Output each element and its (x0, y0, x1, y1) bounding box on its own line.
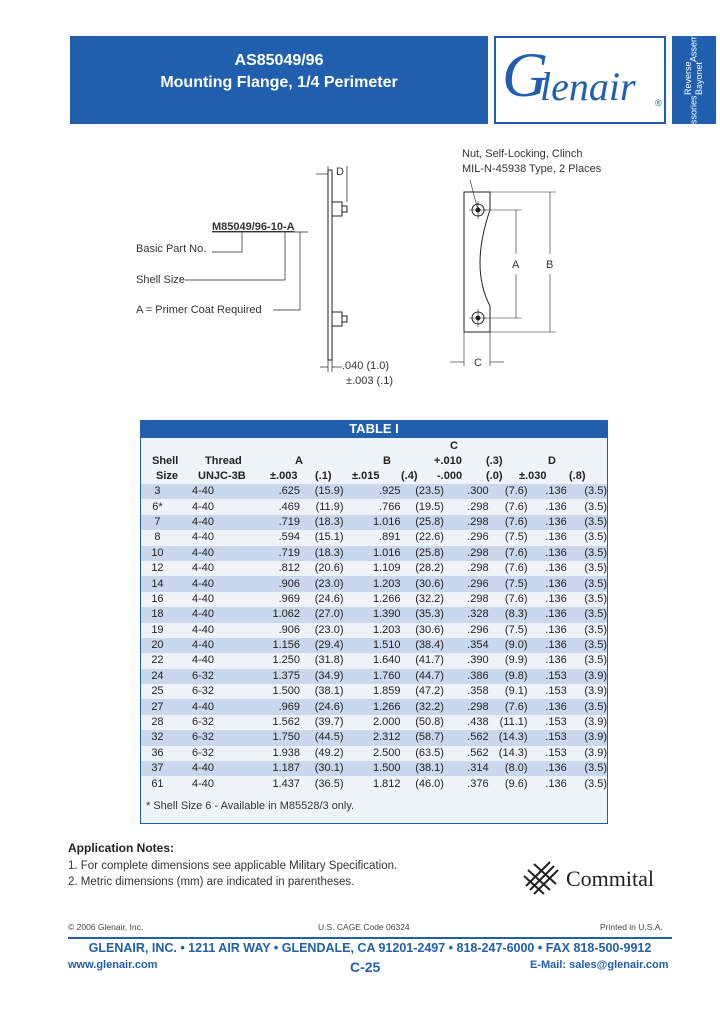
table-cell: .358 (467, 685, 489, 698)
table-cell: .594 (278, 531, 301, 544)
table-cell: .296 (467, 623, 489, 636)
table-cell: 1.109 (372, 562, 401, 575)
table-cell: 4-40 (192, 562, 215, 575)
table-cell: 16 (151, 592, 164, 605)
table-row (141, 546, 607, 561)
dim-b-label: B (546, 259, 554, 271)
table-cell: (7.6) (504, 500, 528, 513)
col-d: D (548, 455, 556, 467)
table-cell: (3.5) (584, 777, 607, 790)
table-cell: (3.5) (567, 699, 607, 714)
page-title (70, 50, 488, 94)
table-cell: .153 (545, 685, 567, 698)
table-row (141, 761, 607, 776)
email-link[interactable]: E-Mail: sales@glenair.com (530, 959, 669, 971)
table-cell: 1.266 (344, 699, 401, 714)
table-cell: 2.500 (372, 746, 401, 759)
table-cell: 1.437 (272, 777, 301, 790)
footer-rule (68, 937, 672, 939)
table-cell: 4-40 (174, 699, 232, 714)
table-cell: (46.0) (415, 777, 444, 790)
table-cell: 1.938 (272, 746, 301, 759)
note-2: 2. Metric dimensions (mm) are indicated in parentheses. (68, 876, 355, 888)
table-cell: .136 (528, 546, 567, 561)
table-cell: .296 (444, 576, 489, 591)
table-cell: 4-40 (174, 607, 232, 622)
company-address: GLENAIR, INC. • 1211 AIR WAY • GLENDALE, CA 91201-2497 • 818-247-6000 • FAX 818-500-9912 (88, 941, 652, 955)
table-cell: .153 (545, 716, 567, 729)
table-row (141, 561, 607, 576)
table-cell: .328 (444, 607, 489, 622)
table-cell: 8 (154, 531, 161, 544)
table-cell: (7.6) (489, 515, 528, 530)
table-cell: .719 (232, 546, 300, 561)
col-a-mm: (.1) (315, 470, 332, 482)
table-cell: .136 (528, 638, 567, 653)
table-cell: .136 (545, 777, 567, 790)
table-cell: 6-32 (174, 730, 232, 745)
table-cell: .296 (467, 531, 489, 544)
table-cell: 36 (151, 746, 164, 759)
table-cell: (7.6) (489, 699, 528, 714)
table-cell: 1.375 (232, 669, 300, 684)
table-cell: 4-40 (174, 761, 232, 776)
table-title: TABLE I (140, 420, 608, 438)
table-cell: 24 (141, 669, 174, 684)
nut-label-2: MIL-N-45938 Type, 2 Places (462, 163, 602, 175)
table-row (141, 684, 607, 699)
table-cell: .136 (528, 761, 567, 776)
table-cell: .298 (444, 546, 489, 561)
table-cell: 4-40 (174, 484, 232, 499)
thickness-label-1: .040 (1.0) (342, 360, 390, 372)
table-cell: (41.7) (415, 654, 444, 667)
table-cell: (7.6) (504, 562, 528, 575)
table-cell: 18 (141, 607, 174, 622)
table-row (141, 776, 607, 791)
table-cell: 6-32 (192, 685, 215, 698)
table-cell: 1.062 (232, 607, 300, 622)
col-d-mm: (.8) (569, 470, 586, 482)
table-row (141, 623, 607, 638)
table-cell: .136 (528, 484, 567, 499)
table-cell: 1.203 (372, 623, 401, 636)
table-cell: (18.3) (300, 515, 343, 530)
col-b-tol: ±.015 (352, 470, 380, 482)
table-cell: .136 (545, 531, 567, 544)
primer-label: A = Primer Coat Required (136, 304, 262, 316)
table-cell: .719 (232, 515, 300, 530)
table-cell: (23.0) (300, 576, 343, 591)
table-cell: (63.5) (415, 746, 444, 759)
table-cell: .153 (545, 746, 567, 759)
table-cell: .969 (232, 699, 300, 714)
col-b-mm: (.4) (401, 470, 418, 482)
printed-in: Printed in U.S.A. (600, 922, 663, 932)
part-number: M85049/96-10-A (212, 221, 295, 233)
table-cell: (9.8) (489, 669, 528, 684)
table-cell: .812 (278, 562, 301, 575)
table-cell: (35.3) (400, 607, 443, 622)
table-cell: 7 (141, 515, 174, 530)
table-cell: (44.7) (400, 669, 443, 684)
table-cell: (3.9) (567, 730, 607, 745)
table-cell: (32.2) (400, 699, 443, 714)
table-cell: 1.859 (372, 685, 401, 698)
commital-logo-text: Commital (566, 866, 654, 891)
table-cell: .906 (232, 576, 300, 591)
dim-c-label: C (474, 357, 482, 369)
registered-mark: ® (655, 98, 662, 108)
table-cell: (36.5) (314, 777, 344, 790)
table-cell: (9.6) (504, 777, 528, 790)
table-cell: .300 (444, 484, 489, 499)
table-cell: 37 (141, 761, 174, 776)
table-cell: (9.1) (504, 685, 528, 698)
table-cell: 10 (141, 546, 174, 561)
table-cell: 61 (151, 777, 164, 790)
table-cell: (7.5) (489, 576, 528, 591)
table-cell: (34.9) (300, 669, 343, 684)
table-cell: (3.9) (584, 685, 607, 698)
table-cell: (11.1) (499, 716, 528, 729)
table-cell: (30.6) (400, 576, 443, 591)
table-cell: 1.266 (372, 592, 401, 605)
table-cell: (3.5) (584, 531, 607, 544)
table-cell: (7.5) (504, 531, 528, 544)
table-row (141, 607, 607, 622)
table-cell: 6-32 (174, 669, 232, 684)
table-cell: .438 (467, 716, 489, 729)
table-cell: (3.5) (567, 546, 607, 561)
shell-size-label: Shell Size (136, 274, 185, 286)
basic-part-label: Basic Part No. (136, 243, 207, 255)
title-line-2: Mounting Flange, 1/4 Perimeter (160, 74, 398, 91)
table-cell: (3.9) (584, 746, 607, 759)
table-row (141, 638, 607, 653)
col-c-mm-1: (.3) (486, 455, 503, 467)
col-thread-2: UNJC-3B (198, 470, 246, 482)
col-c-tol-2: -.000 (437, 470, 463, 482)
table-cell: (49.2) (314, 746, 344, 759)
nut-label-1: Nut, Self-Locking, Clinch (462, 148, 583, 160)
table-cell: .766 (379, 500, 401, 513)
table-cell: (44.5) (300, 730, 343, 745)
col-a: A (295, 455, 303, 467)
table-cell: (38.1) (314, 685, 344, 698)
table-cell: .386 (444, 669, 489, 684)
table-cell: 1.156 (232, 638, 300, 653)
table-cell: 20 (141, 638, 174, 653)
website-link[interactable]: www.glenair.com (68, 959, 158, 971)
dim-d-label: D (336, 166, 344, 178)
table-cell: 1.640 (372, 654, 401, 667)
table-cell: (3.5) (584, 623, 607, 636)
table-cell: (50.8) (415, 716, 444, 729)
table-cell: .298 (467, 592, 489, 605)
table-cell: 4-40 (192, 777, 215, 790)
table-cell: 14 (141, 576, 174, 591)
table-cell: (7.6) (504, 592, 528, 605)
page-number: C-25 (350, 959, 381, 975)
table-cell: (7.6) (489, 484, 528, 499)
table-cell: (3.5) (584, 562, 607, 575)
table-cell: 4-40 (174, 515, 232, 530)
table-cell: 1.500 (272, 685, 301, 698)
table-row (141, 715, 607, 730)
table-row (141, 653, 607, 668)
col-c-mm-2: (.0) (486, 470, 503, 482)
table-cell: .136 (528, 607, 567, 622)
table-cell: 1.760 (344, 669, 401, 684)
table-cell: 1.187 (232, 761, 300, 776)
table-cell: .136 (528, 576, 567, 591)
table-cell: (29.4) (300, 638, 343, 653)
table-cell: .314 (444, 761, 489, 776)
table-cell: (30.1) (300, 761, 343, 776)
table-cell: 3 (141, 484, 174, 499)
table-cell: .298 (444, 515, 489, 530)
table-row (141, 499, 607, 514)
col-a-tol: ±.003 (270, 470, 298, 482)
table-cell: (3.5) (567, 576, 607, 591)
table-cell: 4-40 (174, 638, 232, 653)
col-b: B (383, 455, 391, 467)
commital-logo-icon (520, 856, 564, 896)
table-cell: (7.5) (504, 623, 528, 636)
table-cell: .136 (545, 592, 567, 605)
table-row (141, 576, 607, 591)
table-cell: (31.8) (314, 654, 344, 667)
table-cell: .891 (379, 531, 401, 544)
table-row (141, 746, 607, 761)
table-cell: (9.0) (489, 638, 528, 653)
table-cell: .153 (528, 669, 567, 684)
col-c: C (450, 440, 458, 452)
table-cell: 1.203 (344, 576, 401, 591)
table-cell: (27.0) (300, 607, 343, 622)
table-cell: 4-40 (174, 576, 232, 591)
col-d-tol: ±.030 (519, 470, 547, 482)
title-line-1: AS85049/96 (234, 52, 324, 69)
table-cell: (11.9) (315, 500, 344, 513)
table-cell: .136 (528, 699, 567, 714)
cage-code: U.S. CAGE Code 06324 (318, 922, 410, 932)
table-cell: (18.3) (300, 546, 343, 561)
table-cell: (24.6) (300, 699, 343, 714)
table-cell: 4-40 (192, 654, 215, 667)
table-cell: (38.1) (400, 761, 443, 776)
table-cell: .298 (444, 699, 489, 714)
thickness-label-2: ±.003 (.1) (346, 375, 394, 387)
table-cell: 4-40 (192, 500, 215, 513)
table-cell: 1.510 (344, 638, 401, 653)
side-tab-text: Accessories Reverse Bayonet Assemblies (683, 15, 704, 145)
table-row (141, 484, 607, 499)
col-shell-2: Size (156, 470, 179, 482)
table-cell: .136 (545, 562, 567, 575)
table-cell: (20.6) (314, 562, 344, 575)
table-cell: 2.312 (344, 730, 401, 745)
table-cell: (25.8) (400, 515, 443, 530)
table-cell: 1.390 (344, 607, 401, 622)
notes-title: Application Notes: (68, 841, 175, 855)
table-cell: 6-32 (192, 716, 215, 729)
table-cell: .562 (444, 730, 489, 745)
copyright: © 2006 Glenair, Inc. (68, 922, 144, 932)
table-cell: 1.750 (232, 730, 300, 745)
table-cell: .469 (278, 500, 301, 513)
table-row (141, 592, 607, 607)
table-cell: 1.016 (344, 515, 401, 530)
table-cell: .136 (545, 623, 567, 636)
table-cell: (23.0) (314, 623, 344, 636)
table-cell: (47.2) (415, 685, 444, 698)
table-cell: 12 (151, 562, 164, 575)
table-cell: .153 (528, 730, 567, 745)
table-cell: .136 (545, 500, 567, 513)
table-cell: (3.5) (567, 515, 607, 530)
table-cell: 4-40 (192, 592, 215, 605)
table-cell: (15.9) (300, 484, 343, 499)
dimensions-table (141, 484, 607, 792)
table-cell: .298 (467, 562, 489, 575)
table-cell: .625 (232, 484, 300, 499)
table-cell: .906 (278, 623, 301, 636)
dim-a-label: A (512, 259, 520, 271)
table-cell: (19.5) (415, 500, 444, 513)
table-cell: .136 (545, 654, 567, 667)
table-cell: (8.3) (489, 607, 528, 622)
table-cell: (58.7) (400, 730, 443, 745)
table-cell: (3.5) (584, 654, 607, 667)
table-cell: (3.5) (567, 484, 607, 499)
col-c-tol-1: +.010 (434, 455, 462, 467)
table-row (141, 699, 607, 714)
table-cell: (3.5) (567, 607, 607, 622)
table-cell: 32 (141, 730, 174, 745)
table-cell: (3.5) (584, 592, 607, 605)
table-cell: 6-32 (192, 746, 215, 759)
table-row (141, 669, 607, 684)
table-cell: 27 (141, 699, 174, 714)
col-shell-1: Shell (152, 455, 179, 467)
table-cell: .376 (467, 777, 489, 790)
table-cell: .969 (278, 592, 301, 605)
table-cell: .390 (467, 654, 489, 667)
table-cell: .925 (344, 484, 401, 499)
table-row (141, 730, 607, 745)
table-cell: (15.1) (314, 531, 344, 544)
table-cell: 4-40 (174, 546, 232, 561)
table-cell: (23.5) (400, 484, 443, 499)
table-footnote: * Shell Size 6 - Available in M85528/3 only. (146, 800, 355, 812)
table-cell: (3.9) (567, 669, 607, 684)
table-cell: 1.562 (272, 716, 301, 729)
table-cell: .298 (467, 500, 489, 513)
table-cell: .562 (467, 746, 489, 759)
table-cell: .136 (528, 515, 567, 530)
table-cell: (3.5) (584, 500, 607, 513)
note-1: 1. For complete dimensions see applicable Military Specification. (68, 860, 398, 872)
table-cell: (3.5) (567, 638, 607, 653)
table-cell: 6* (152, 500, 163, 513)
table-cell: 1.812 (372, 777, 401, 790)
table-cell: (22.6) (415, 531, 444, 544)
table-cell: (3.5) (567, 761, 607, 776)
col-thread-1: Thread (205, 455, 242, 467)
table-cell: 2.000 (372, 716, 401, 729)
table-cell: (14.3) (498, 746, 528, 759)
table-cell: 22 (151, 654, 164, 667)
glenair-logo-text: lenair (540, 64, 636, 109)
table-cell: (3.9) (584, 716, 607, 729)
table-cell: (7.6) (489, 546, 528, 561)
table-cell: 4-40 (192, 623, 215, 636)
table-cell: (24.6) (314, 592, 344, 605)
table-cell: 25 (151, 685, 164, 698)
table-cell: 19 (151, 623, 164, 636)
table-row (141, 515, 607, 530)
table-cell: 28 (151, 716, 164, 729)
table-cell: (30.6) (415, 623, 444, 636)
table-cell: (38.4) (400, 638, 443, 653)
table-cell: (39.7) (314, 716, 344, 729)
table-cell: (28.2) (415, 562, 444, 575)
table-cell: (32.2) (415, 592, 444, 605)
table-row (141, 530, 607, 545)
table-cell: .354 (444, 638, 489, 653)
table-cell: (9.9) (504, 654, 528, 667)
glenair-logo-g: G (502, 39, 549, 110)
table-cell: (8.0) (489, 761, 528, 776)
table-cell: 1.250 (272, 654, 301, 667)
table-cell: (25.8) (400, 546, 443, 561)
table-cell: 1.016 (344, 546, 401, 561)
table-cell: 4-40 (192, 531, 215, 544)
table-cell: 1.500 (344, 761, 401, 776)
table-cell: (14.3) (489, 730, 528, 745)
